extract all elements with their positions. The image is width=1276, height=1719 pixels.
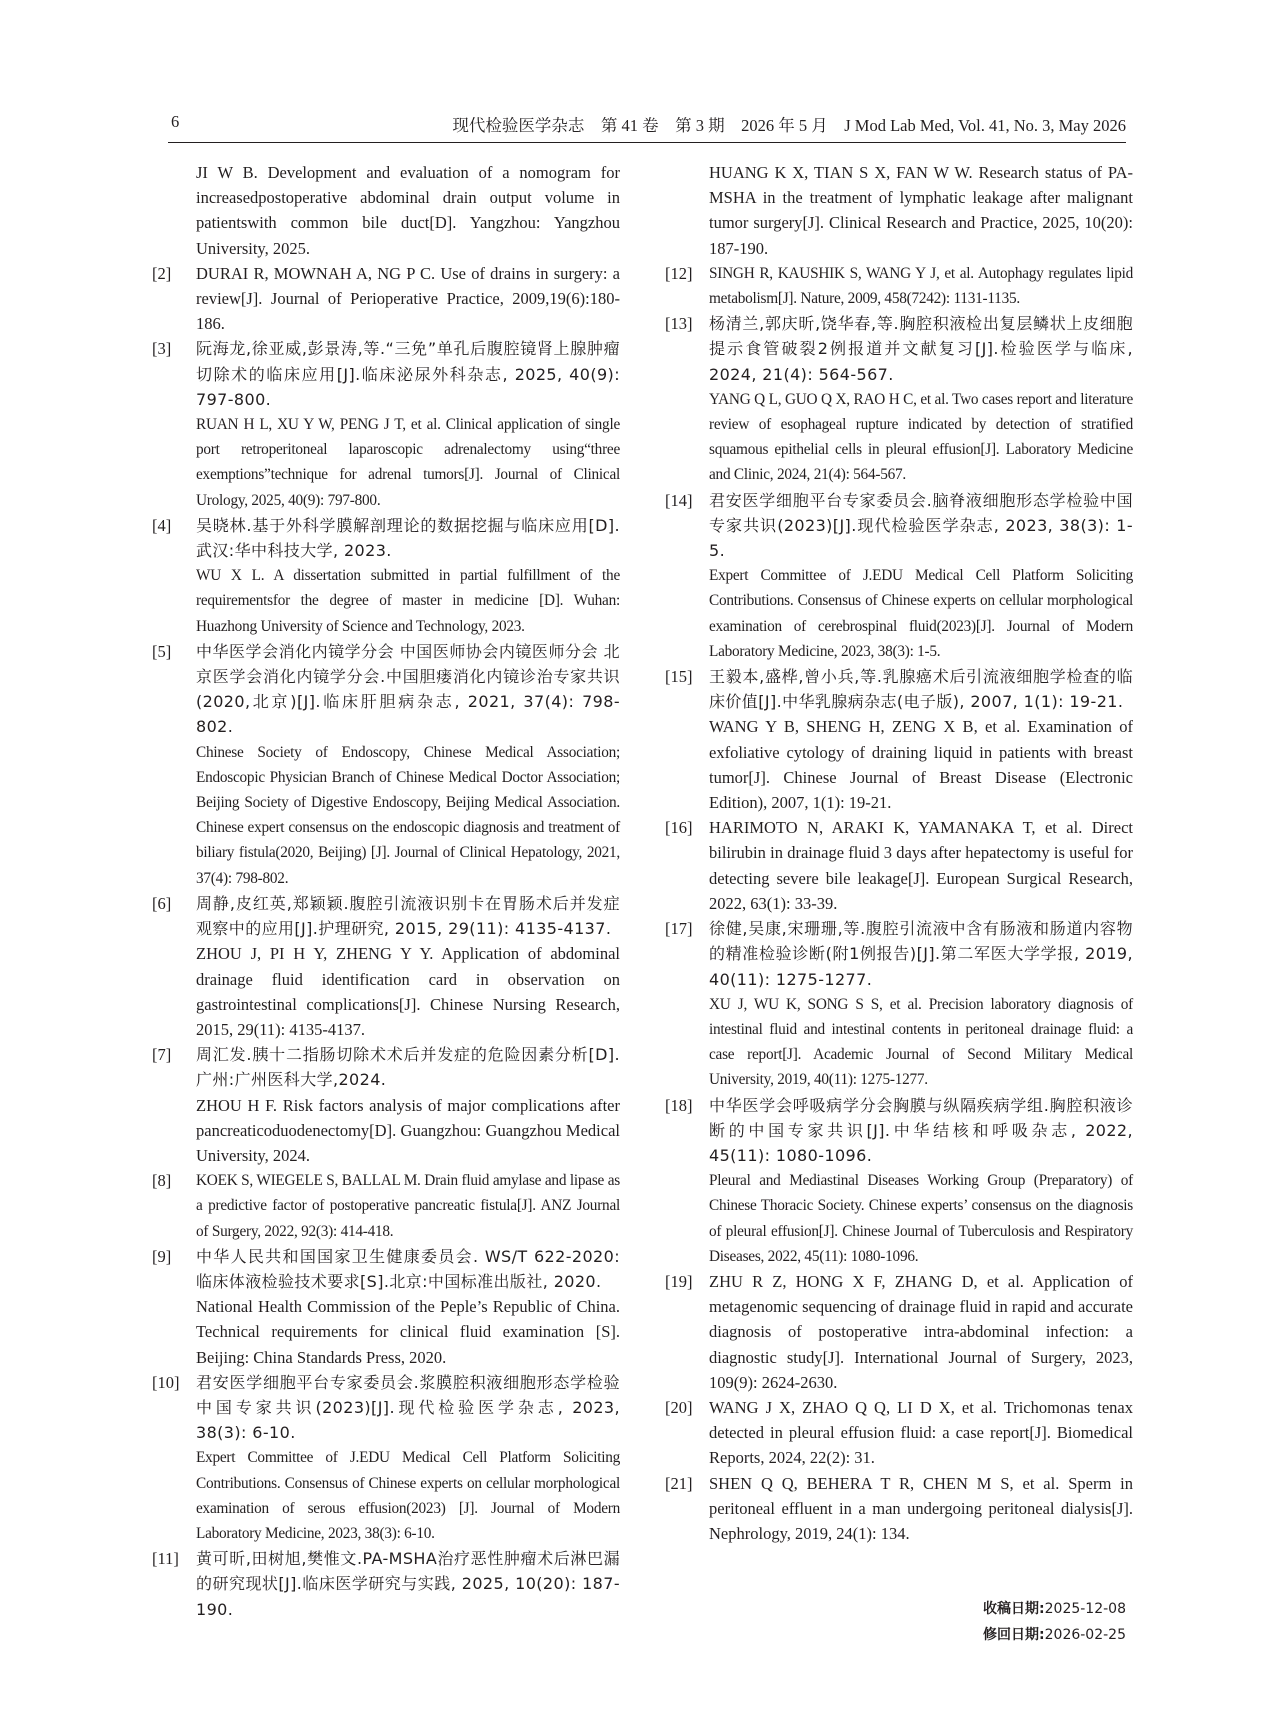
reference-text-english: JI W B. Development and evaluation of a nomogram for increasedpostoperative abdominal drain output volume in patientswith common bile duct[D]. Yangzhou: Yangzhou University, 2025.: [196, 163, 620, 258]
reference-text-english: Pleural and Mediastinal Diseases Working Group (Preparatory) of Chinese Thoracic Society. Chinese experts’ consensus on the diagnosis of pleural effusion[J]. Chinese Journal of Tuberculosis and Respiratory Diseases, 2022, 45(11): 1080-1096.: [709, 1172, 1133, 1265]
reference-number: [15]: [665, 667, 693, 687]
reference-text-chinese: 中华医学会呼吸病学分会胸膜与纵隔疾病学组.胸腔积液诊断的中国专家共识[J].中华结核和呼吸杂志, 2022, 45(11): 1080-1096.: [709, 1095, 1133, 1165]
reference-number: [14]: [665, 490, 693, 510]
reference-entry: [152, 513, 620, 639]
reference-entry: [152, 1168, 620, 1244]
reference-text-chinese: 中华人民共和国国家卫生健康委员会. WS/T 622-2020:临床体液检验技术要求[S].北京:中国标准出版社, 2020.: [196, 1246, 620, 1291]
reference-number: [4]: [152, 515, 172, 535]
reference-number: [19]: [665, 1271, 693, 1291]
reference-entry: [665, 664, 1133, 815]
reference-text-english: XU J, WU K, SONG S S, et al. Precision laboratory diagnosis of intestinal fluid and intestinal contents in peritoneal drainage fluid: a case report[J]. Academic Journal of Second Military Medical University, 2019, 40(11): 1275-1277.: [709, 995, 1133, 1089]
reference-text-chinese: 王毅本,盛桦,曾小兵,等.乳腺癌术后引流液细胞学检查的临床价值[J].中华乳腺病杂志(电子版), 2007, 1(1): 19-21.: [709, 667, 1133, 712]
reference-entry: [152, 261, 620, 337]
reference-text-english: Expert Committee of J.EDU Medical Cell Platform Soliciting Contributions. Consensus of Chinese experts on cellular morphological examination of serous effusion(2023) [J]. Journal of Modern Laboratory Medicine, 2023, 38(3): 6-10.: [196, 1449, 620, 1542]
reference-text-english: SHEN Q Q, BEHERA T R, CHEN M S, et al. Sperm in peritoneal effluent in a man undergoing peritoneal dialysis[J]. Nephrology, 2019, 24(1): 134.: [709, 1473, 1133, 1543]
reference-text-english: HARIMOTO N, ARAKI K, YAMANAKA T, et al. Direct bilirubin in drainage fluid 3 days after hepatectomy is useful for detecting severe bile leakage[J]. European Surgical Research, 2022, 63(1): 33-39.: [709, 818, 1133, 913]
reference-text-chinese: 周静,皮红英,郑颖颖.腹腔引流液识别卡在胃肠术后并发症观察中的应用[J].护理研究, 2015, 29(11): 4135-4137.: [196, 893, 620, 939]
reference-entry: [665, 1093, 1133, 1269]
reference-entry: [152, 1244, 620, 1370]
reference-text-english: SINGH R, KAUSHIK S, WANG Y J, et al. Autophagy regulates lipid metabolism[J]. Nature, 2009, 458(7242): 1131-1135.: [709, 264, 1133, 308]
reference-entry: [665, 1269, 1133, 1395]
reference-text-english: Chinese Society of Endoscopy, Chinese Medical Association; Endoscopic Physician Branch of Chinese Medical Doctor Association; Beijing Society of Digestive Endoscopy, Beijing Medical Association. Chinese expert consensus on the endoscopic diagnosis and treatment of biliary fistula(2020, Beijing) [J]. Journal of Clinical Hepatology, 2021, 37(4): 798-802.: [196, 743, 620, 887]
reference-entry: [152, 891, 620, 1042]
reference-text-english: HUANG K X, TIAN S X, FAN W W. Research status of PA-MSHA in the treatment of lymphatic leakage after malignant tumor surgery[J]. Clinical Research and Practice, 2025, 10(20): 187-190.: [709, 163, 1133, 258]
revised-label: 修回日期:: [983, 1627, 1045, 1643]
reference-text-chinese: 杨清兰,郭庆昕,饶华春,等.胸腔积液检出复层鳞状上皮细胞提示食管破裂2例报道并文献复习[J].检验医学与临床, 2024, 21(4): 564-567.: [709, 314, 1133, 384]
reference-text-chinese: 周汇发.胰十二指肠切除术术后并发症的危险因素分析[D].广州:广州医科大学,2024.: [196, 1045, 620, 1090]
received-label: 收稿日期:: [983, 1601, 1045, 1617]
reference-text-english: ZHOU J, PI H Y, ZHENG Y Y. Application of abdominal drainage fluid identification card in observation on gastrointestinal complications[J]. Chinese Nursing Research, 2015, 29(11): 4135-4137.: [196, 944, 620, 1039]
reference-text-chinese: 君安医学细胞平台专家委员会.脑脊液细胞形态学检验中国专家共识(2023)[J].现代检验医学杂志, 2023, 38(3): 1-5.: [709, 490, 1133, 561]
reference-number: [3]: [152, 339, 172, 359]
reference-number: [20]: [665, 1397, 693, 1417]
reference-text-chinese: 吴晓林.基于外科学膜解剖理论的数据挖掘与临床应用[D].武汉:华中科技大学, 2023.: [196, 515, 620, 561]
reference-text-english: Expert Committee of J.EDU Medical Cell Platform Soliciting Contributions. Consensus of Chinese experts on cellular morphological examination of cerebrospinal fluid(2023)[J]. Journal of Modern Laboratory Medicine, 2023, 38(3): 1-5.: [709, 567, 1133, 660]
reference-entry: [665, 261, 1133, 311]
reference-text-english: ZHOU H F. Risk factors analysis of major complications after pancreaticoduodenectomy[D]. Guangzhou: Guangzhou Medical University, 2024.: [196, 1095, 620, 1165]
reference-text-english: WANG Y B, SHENG H, ZENG X B, et al. Examination of exfoliative cytology of draining liquid in patients with breast tumor[J]. Chinese Journal of Breast Disease (Electronic Edition), 2007, 1(1): 19-21.: [709, 717, 1133, 813]
reference-entry: [665, 488, 1133, 664]
reference-text-english: WU X L. A dissertation submitted in partial fulfillment of the requirementsfor the degree of master in medicine [D]. Wuhan: Huazhong University of Science and Technology, 2023.: [196, 567, 620, 635]
reference-number: [17]: [665, 919, 693, 939]
reference-text-english: DURAI R, MOWNAH A, NG P C. Use of drains in surgery: a review[J]. Journal of Perioperative Practice, 2009,19(6):180-186.: [196, 263, 620, 334]
reference-text-english: WANG J X, ZHAO Q Q, LI D X, et al. Trichomonas tenax detected in pleural effusion fluid: a case report[J]. Biomedical Reports, 2024, 22(2): 31.: [709, 1397, 1133, 1468]
reference-text-chinese: 徐健,吴康,宋珊珊,等.腹腔引流液中含有肠液和肠道内容物的精准检验诊断(附1例报告)[J].第二军医大学学报, 2019, 40(11): 1275-1277.: [709, 919, 1133, 989]
reference-text-english: KOEK S, WIEGELE S, BALLAL M. Drain fluid amylase and lipase as a predictive factor of postoperative pancreatic fistula[J]. ANZ Journal of Surgery, 2022, 92(3): 414-418.: [196, 1172, 620, 1240]
reference-text-english: National Health Commission of the Peple’s Republic of China. Technical requirements for clinical fluid examination [S]. Beijing: China Standards Press, 2020.: [196, 1297, 620, 1367]
reference-number: [16]: [665, 818, 693, 838]
revised-date-line: [826, 1624, 1126, 1644]
reference-text-chinese: 黄可昕,田树旭,樊惟文.PA-MSHA治疗恶性肿瘤术后淋巴漏的研究现状[J].临床医学研究与实践, 2025, 10(20): 187-190.: [196, 1549, 620, 1619]
reference-text-chinese: 阮海龙,徐亚威,彭景涛,等.“三免”单孔后腹腔镜肾上腺肿瘤切除术的临床应用[J].临床泌尿外科杂志, 2025, 40(9): 797-800.: [196, 339, 620, 409]
page-number: 6: [171, 112, 180, 131]
reference-entry: [665, 916, 1133, 1092]
reference-entry: [665, 160, 1133, 261]
revised-date: 2026-02-25: [1044, 1627, 1126, 1643]
reference-text-english: YANG Q L, GUO Q X, RAO H C, et al. Two cases report and literature review of esophageal rupture indicated by detection of stratified squamous epithelial cells in pleural effusion[J]. Laboratory Medicine and Clinic, 2024, 21(4): 564-567.: [709, 390, 1133, 484]
reference-entry: [665, 311, 1133, 487]
running-header: [168, 108, 1126, 143]
reference-number: [13]: [665, 314, 693, 334]
reference-number: [9]: [152, 1246, 172, 1266]
reference-text-chinese: 君安医学细胞平台专家委员会.浆膜腔积液细胞形态学检验中国专家共识(2023)[J].现代检验医学杂志, 2023, 38(3): 6-10.: [196, 1372, 620, 1443]
reference-number: [12]: [665, 263, 693, 283]
reference-entry: [152, 639, 620, 891]
reference-entry: [665, 1471, 1133, 1547]
reference-entry: [152, 1042, 620, 1168]
reference-number: [10]: [152, 1372, 180, 1392]
reference-column-right: [665, 160, 1133, 1546]
reference-entry: [665, 815, 1133, 916]
journal-citation: 现代检验医学杂志 第 41 卷 第 3 期 2026 年 5 月 J Mod Lab Med, Vol. 41, No. 3, May 2026: [452, 116, 1126, 135]
reference-column-left: [152, 160, 620, 1622]
reference-number: [8]: [152, 1171, 172, 1191]
reference-entry: [665, 1395, 1133, 1471]
reference-number: [21]: [665, 1473, 693, 1493]
reference-number: [7]: [152, 1045, 172, 1065]
reference-number: [2]: [152, 263, 172, 283]
reference-number: [18]: [665, 1095, 693, 1115]
reference-text-english: ZHU R Z, HONG X F, ZHANG D, et al. Application of metagenomic sequencing of drainage fluid in rapid and accurate diagnosis of postoperative intra-abdominal infection: a diagnostic study[J]. International Journal of Surgery, 2023, 109(9): 2624-2630.: [709, 1271, 1133, 1392]
reference-number: [5]: [152, 641, 172, 661]
reference-number: [6]: [152, 893, 172, 913]
reference-number: [11]: [152, 1549, 179, 1569]
reference-entry: [152, 1370, 620, 1546]
reference-entry: [152, 336, 620, 512]
reference-entry: [152, 1546, 620, 1622]
received-date: 2025-12-08: [1044, 1601, 1126, 1617]
received-date-line: [826, 1598, 1126, 1618]
reference-text-english: RUAN H L, XU Y W, PENG J T, et al. Clinical application of single port retroperitoneal laparoscopic adrenalectomy using“three exemptions”technique for adrenal tumors[J]. Journal of Clinical Urology, 2025, 40(9): 797-800.: [196, 416, 620, 509]
reference-text-chinese: 中华医学会消化内镜学分会 中国医师协会内镜医师分会 北京医学会消化内镜学分会.中国胆瘘消化内镜诊治专家共识(2020,北京)[J].临床肝胆病杂志, 2021, 37(4): 798-802.: [196, 641, 620, 737]
reference-entry: [152, 160, 620, 261]
